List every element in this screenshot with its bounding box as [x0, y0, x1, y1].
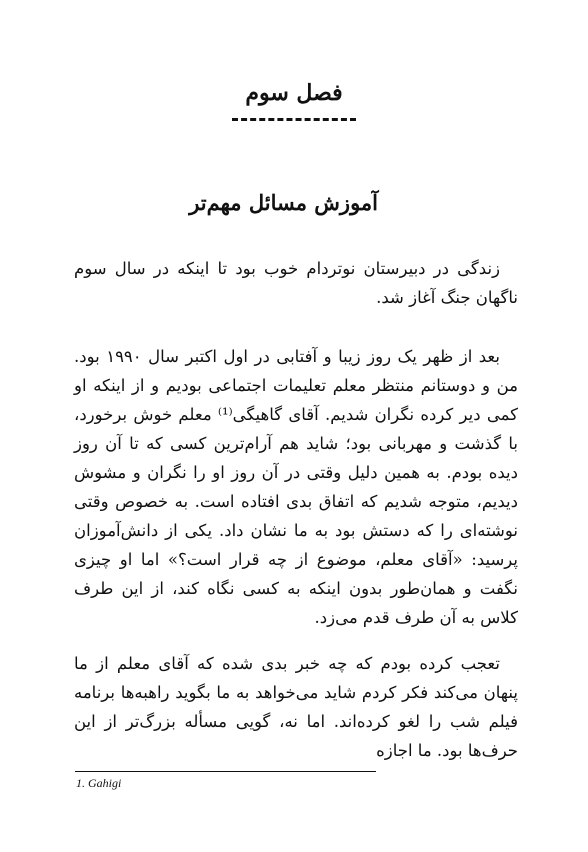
chapter-title: فصل سوم: [245, 80, 343, 106]
footnote-separator: [75, 771, 376, 772]
chapter-title-underline: [232, 118, 356, 121]
paragraph-text: تعجب کرده بودم که چه خبر بدی شده که آقای معلم از ما پنهان می‌کند فکر کردم شاید می‌خواهد به ما بگوید راهبه‌ها برنامه فیلم شب را لغو کرده‌اند. اما نه، گویی مسأله بزرگ‌تر از این حرف‌ها بود. ما اجازه: [74, 654, 518, 760]
paragraph-text: زندگی در دبیرستان نوتردام خوب بود تا اینکه در سال سوم ناگهان جنگ آغاز شد.: [74, 259, 518, 307]
section-title: آموزش مسائل مهم‌تر: [189, 190, 378, 215]
paragraph-2: [74, 342, 518, 632]
paragraph-3: [74, 649, 518, 765]
paragraph-1: [74, 254, 518, 312]
footnote: 1. Gahigi: [76, 776, 122, 790]
paragraph-text: بعد از ظهر یک روز زیبا و آفتابی در اول اکتبر سال ۱۹۹۰ بود. من و دوستانم منتظر معلم تعلیمات اجتماعی بودیم و از اینکه او کمی دیر کرده نگران شدیم. آقای گاهیگی⁽¹⁾ معلم خوش برخورد، با گذشت و مهربانی بود؛ شاید هم آرام‌ترین کسی که تا آن روز دیده بودم. به همین دلیل وقتی در آن روز او را نگران و مشوش دیدیم، متوجه شدیم که اتفاق بدی افتاده است. به خصوص وقتی نوشته‌ای را که دستش بود به ما نشان داد. یکی از دانش‌آموزان پرسید: «آقای معلم، موضوع از چه قرار است؟» اما او چیزی نگفت و همان‌طور بدون اینکه به کسی نگاه کند، از این طرف کلاس به آن طرف قدم می‌زد.: [74, 347, 518, 627]
